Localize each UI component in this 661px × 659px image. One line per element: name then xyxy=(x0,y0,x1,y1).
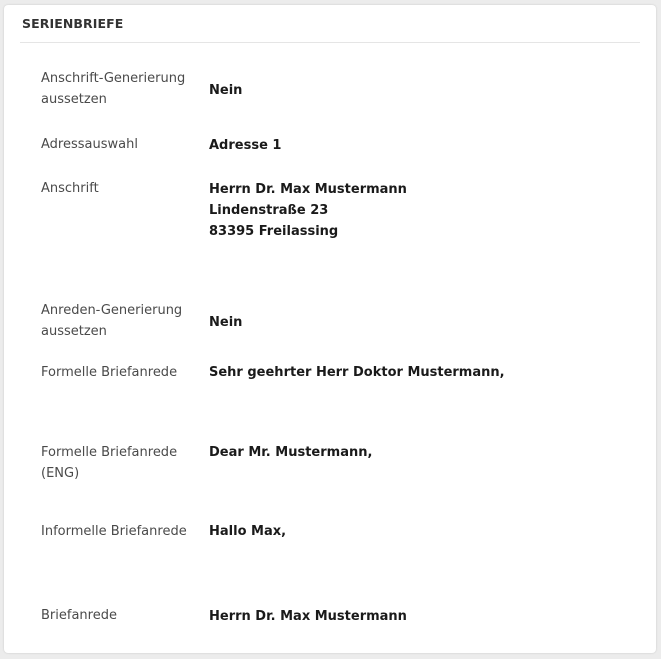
formelle-briefanrede-eng-label: Formelle Briefanrede (ENG) xyxy=(41,445,178,481)
adressauswahl-value: Adresse 1 xyxy=(209,138,282,153)
anschrift-line-3: 83395 Freilassing xyxy=(209,224,339,239)
anschrift-generierung-value: Nein xyxy=(209,83,243,98)
anschrift-line-1: Herrn Dr. Max Mustermann xyxy=(209,182,407,197)
anschrift-line-2: Lindenstraße 23 xyxy=(209,203,329,218)
serienbriefe-panel xyxy=(4,5,656,653)
anreden-generierung-value: Nein xyxy=(209,315,243,330)
informelle-briefanrede-label: Informelle Briefanrede xyxy=(41,524,187,539)
formelle-briefanrede-value: Sehr geehrter Herr Doktor Mustermann, xyxy=(209,365,505,380)
briefanrede-label: Briefanrede xyxy=(41,608,117,623)
anschrift-value xyxy=(209,179,407,242)
anschrift-label: Anschrift xyxy=(41,181,99,196)
informelle-briefanrede-value: Hallo Max, xyxy=(209,524,287,539)
briefanrede-value: Herrn Dr. Max Mustermann xyxy=(209,609,407,624)
formelle-briefanrede-label: Formelle Briefanrede xyxy=(41,365,178,380)
anschrift-generierung-label: Anschrift-Generierung aussetzen xyxy=(41,71,186,107)
panel-title: SERIENBRIEFE xyxy=(22,16,124,31)
formelle-briefanrede-eng-value: Dear Mr. Mustermann, xyxy=(209,445,373,460)
panel-header xyxy=(20,5,640,43)
anreden-generierung-label: Anreden-Generierung aussetzen xyxy=(41,303,183,339)
adressauswahl-label: Adressauswahl xyxy=(41,137,138,152)
